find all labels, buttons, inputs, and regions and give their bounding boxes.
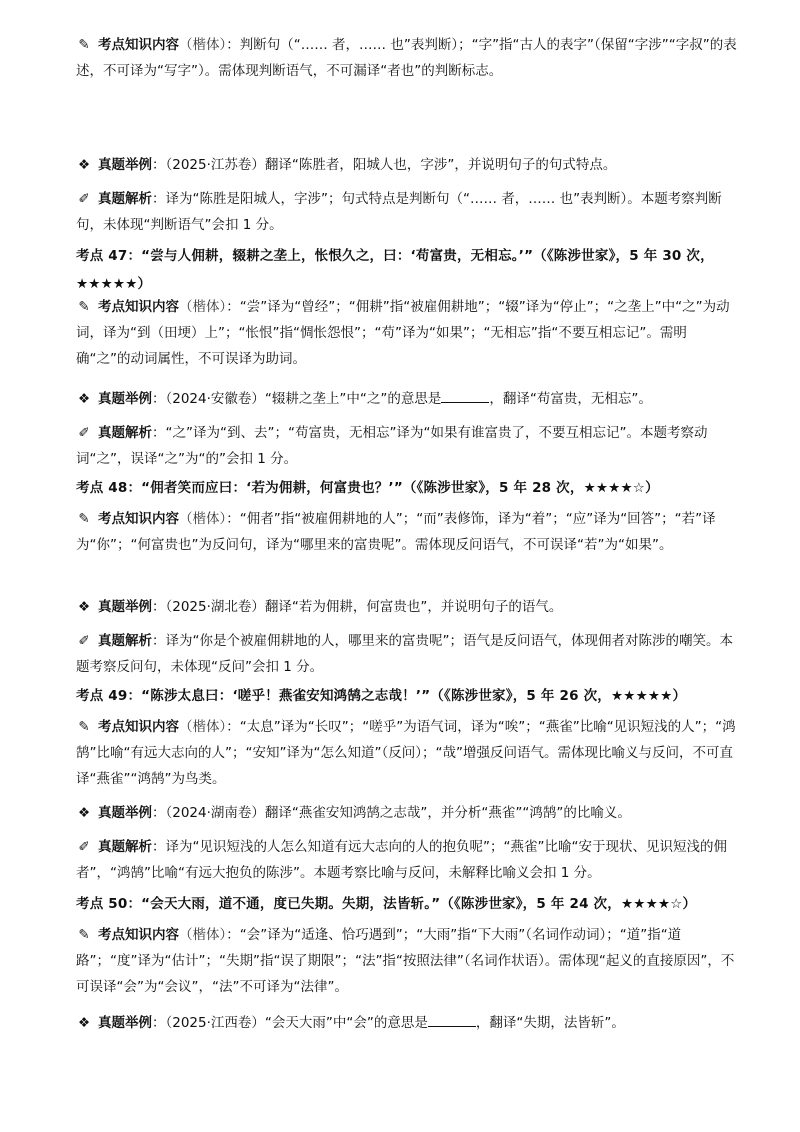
knowledge-label: 考点知识内容 — [98, 299, 179, 315]
knowledge-label: 考点知识内容 — [98, 37, 179, 53]
answer-blank — [428, 1012, 476, 1027]
analysis-paragraph — [76, 186, 740, 238]
point-heading: 考点 48：“佣者笑而应曰：‘若为佣耕，何富贵也？’”（《陈涉世家》，5 年 28 次，★★★★☆） — [76, 480, 659, 496]
analysis-label: 真题解析 — [98, 839, 152, 855]
example-paragraph — [76, 386, 740, 412]
pencil-icon: ✎ — [78, 927, 90, 943]
example-label: 真题举例 — [98, 1015, 152, 1031]
knowledge-label: 考点知识内容 — [98, 719, 179, 735]
analysis-text: ：译为“见识短浅的人怎么知道有远大志向的人的抱负呢”；“燕雀”比喻“安于现状、见识短浅的佣者”，“鸿鹄”比喻“有远大抱负的陈涉”。本题考察比喻与反问，未解释比喻义会扣 1 分。 — [76, 839, 727, 881]
pencil-icon: ✎ — [78, 37, 90, 53]
example-label: 真题举例 — [98, 157, 152, 173]
example-paragraph — [76, 594, 740, 620]
example-label: 真题举例 — [98, 599, 152, 615]
knowledge-paragraph — [76, 714, 740, 792]
answer-blank — [441, 388, 489, 403]
diamond-bullet-icon: ❖ — [77, 157, 91, 173]
example-text: ：（2025·江苏卷）翻译“陈胜者，阳城人也，字涉”，并说明句子的句式特点。 — [152, 157, 617, 173]
example-text-tail: ，翻译“失期，法皆斩”。 — [475, 1015, 625, 1031]
ruler-pencil-icon: ✐ — [78, 425, 90, 441]
example-paragraph — [76, 1010, 740, 1036]
knowledge-label: 考点知识内容 — [98, 927, 179, 943]
diamond-bullet-icon: ❖ — [77, 391, 91, 407]
example-paragraph — [76, 152, 740, 178]
knowledge-text: ：“尝”译为“曾经”；“佣耕”指“被雇佣耕地”；“辍”译为“停止”；“之垄上”中“之”为动词，译为“到（田埂）上”；“怅恨”指“惆怅怨恨”；“苟”译为“如果”；“无相忘”指“不要互相忘记”。需明确“之”的动词属性，不可误译为助词。 — [76, 299, 730, 367]
example-text: ：（2025·江西卷）“会天大雨”中“会”的意思是 — [152, 1015, 428, 1031]
example-paragraph — [76, 800, 740, 826]
point-heading: 考点 49：“陈涉太息曰：‘嗟乎！燕雀安知鸿鹄之志哉！’”（《陈涉世家》，5 年 26 次，★★★★★） — [76, 688, 687, 704]
analysis-paragraph — [76, 628, 740, 680]
example-label: 真题举例 — [98, 391, 152, 407]
analysis-text: ：译为“陈胜是阳城人，字涉”；句式特点是判断句（“…… 者，…… 也”表判断）。本题考察判断句，未体现“判断语气”会扣 1 分。 — [76, 191, 722, 233]
kai-note: （楷体） — [179, 719, 227, 735]
knowledge-paragraph — [76, 922, 740, 1000]
example-text-tail: ，翻译“苟富贵，无相忘”。 — [489, 391, 652, 407]
analysis-paragraph — [76, 834, 740, 886]
diamond-bullet-icon: ❖ — [77, 805, 91, 821]
kai-note: （楷体） — [179, 927, 227, 943]
analysis-text: ：“之”译为“到、去”；“苟富贵，无相忘”译为“如果有谁富贵了，不要互相忘记”。本题考察动词“之”，误译“之”为“的”会扣 1 分。 — [76, 425, 708, 467]
example-label: 真题举例 — [98, 805, 152, 821]
point-heading: 考点 50：“会天大雨，道不通，度已失期。失期，法皆斩。”（《陈涉世家》，5 年 24 次，★★★★☆） — [76, 896, 697, 912]
knowledge-text: ：“太息”译为“长叹”；“嗟乎”为语气词，译为“唉”；“燕雀”比喻“见识短浅的人”；“鸿鹄”比喻“有远大志向的人”；“安知”译为“怎么知道”（反问）；“哉”增强反问语气。需体现比喻义与反问，不可直译“燕雀”“鸿鹄”为鸟类。 — [76, 719, 736, 787]
ruler-pencil-icon: ✐ — [78, 191, 90, 207]
knowledge-paragraph — [76, 32, 740, 84]
analysis-label: 真题解析 — [98, 633, 152, 649]
example-text: ：（2024·湖南卷）翻译“燕雀安知鸿鹄之志哉”，并分析“燕雀”“鸿鹄”的比喻义。 — [152, 805, 631, 821]
pencil-icon: ✎ — [78, 511, 90, 527]
ruler-pencil-icon: ✐ — [78, 839, 90, 855]
knowledge-paragraph — [76, 506, 740, 558]
diamond-bullet-icon: ❖ — [77, 1015, 91, 1031]
kai-note: （楷体） — [179, 511, 227, 527]
knowledge-text: ：判断句（“…… 者，…… 也”表判断）；“字”指“古人的表字”（保留“字涉”“字叔”的表述，不可译为“写字”）。需体现判断语气，不可漏译“者也”的判断标志。 — [76, 37, 737, 79]
analysis-text: ：译为“你是个被雇佣耕地的人，哪里来的富贵呢”；语气是反问语气，体现佣者对陈涉的嘲笑。本题考察反问句，未体现“反问”会扣 1 分。 — [76, 633, 733, 675]
knowledge-paragraph — [76, 294, 740, 372]
point-heading: 考点 47：“尝与人佣耕，辍耕之垄上，怅恨久之，曰：‘苟富贵，无相忘。’”（《陈涉世家》，5 年 30 次，★★★★★） — [76, 248, 714, 292]
knowledge-label: 考点知识内容 — [98, 511, 179, 527]
kai-note: （楷体） — [179, 299, 227, 315]
example-text: ：（2024·安徽卷）“辍耕之垄上”中“之”的意思是 — [152, 391, 442, 407]
knowledge-text: ：“会”译为“适逢、恰巧遇到”；“大雨”指“下大雨”（名词作动词）；“道”指“道路”；“度”译为“估计”；“失期”指“误了期限”；“法”指“按照法律”（名词作状语）。需体现“起义的直接原因”，不可误译“会”为“会议”，“法”不可译为“法律”。 — [76, 927, 735, 995]
kai-note: （楷体） — [179, 37, 227, 53]
analysis-label: 真题解析 — [98, 425, 152, 441]
knowledge-text: ：“佣者”指“被雇佣耕地的人”；“而”表修饰，译为“着”；“应”译为“回答”；“若”译为“你”；“何富贵也”为反问句，译为“哪里来的富贵呢”。需体现反问语气，不可误译“若”为“如果”。 — [76, 511, 716, 553]
diamond-bullet-icon: ❖ — [77, 599, 91, 615]
analysis-label: 真题解析 — [98, 191, 152, 207]
analysis-paragraph — [76, 420, 740, 472]
pencil-icon: ✎ — [78, 299, 90, 315]
ruler-pencil-icon: ✐ — [78, 633, 90, 649]
pencil-icon: ✎ — [78, 719, 90, 735]
example-text: ：（2025·湖北卷）翻译“若为佣耕，何富贵也”，并说明句子的语气。 — [152, 599, 563, 615]
